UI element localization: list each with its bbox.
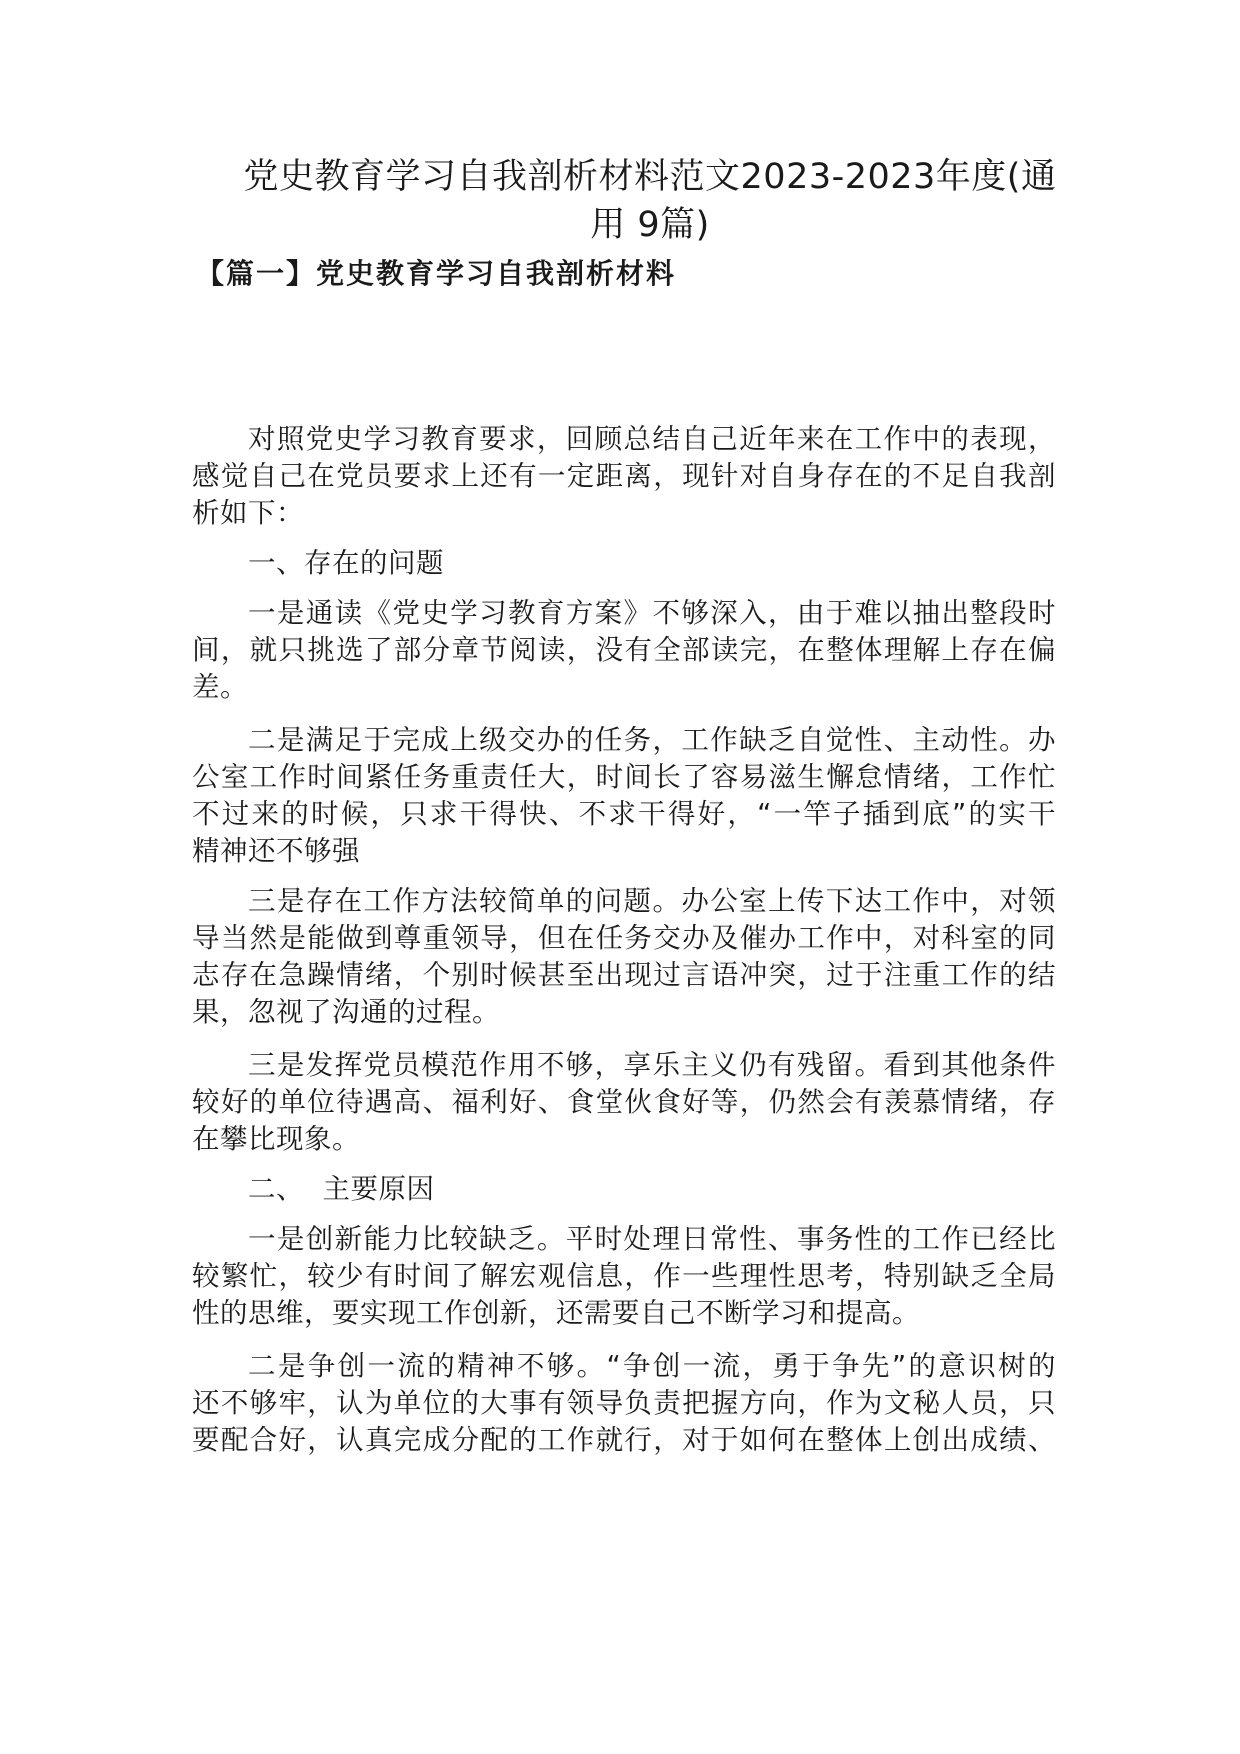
text-line: 析如下： xyxy=(192,497,304,529)
text-line: 要配合好，认真完成分配的工作就行，对于如何在整体上创出成绩、 xyxy=(192,1424,1056,1456)
text-line: 差。 xyxy=(192,671,248,703)
text-line: 一是创新能力比较缺乏。平时处理日常性、事务性的工作已经比 xyxy=(248,1223,1056,1255)
text-line: 公室工作时间紧任务重责任大，时间长了容易滋生懈怠情绪，工作忙 xyxy=(192,761,1056,793)
subsection-heading: 二、 主要原因 xyxy=(248,1173,435,1205)
text-line: 一是通读《党史学习教育方案》不够深入，由于难以抽出整段时 xyxy=(248,597,1056,629)
paragraph xyxy=(192,1047,1056,1158)
text-line: 志存在急躁情绪，个别时候甚至出现过言语冲突，过于注重工作的结 xyxy=(192,959,1056,991)
text-line: 果，忽视了沟通的过程。 xyxy=(192,996,500,1028)
text-line: 不过来的时候，只求干得快、不求干得好，“一竿子插到底”的实干 xyxy=(192,798,1056,830)
paragraph xyxy=(192,1348,1056,1459)
text-line: 精神还不够强 xyxy=(192,835,360,867)
text-line: 对照党史学习教育要求，回顾总结自己近年来在工作中的表现， xyxy=(248,423,1056,455)
subsection-heading: 一、存在的问题 xyxy=(248,547,444,579)
paragraph xyxy=(192,595,1056,706)
text-line: 较好的单位待遇高、福利好、食堂伙食好等，仍然会有羡慕情绪，存 xyxy=(192,1086,1056,1118)
text-line: 导当然是能做到尊重领导，但在任务交办及催办工作中，对科室的同 xyxy=(192,922,1056,954)
paragraph xyxy=(192,421,1056,532)
section-heading: 【篇一】党史教育学习自我剖析材料 xyxy=(196,257,677,290)
title-line: 党史教育学习自我剖析材料范文2023-2023年度(通 xyxy=(243,157,1057,197)
title-line: 用 9篇) xyxy=(590,205,710,245)
text-line: 二是争创一流的精神不够。“争创一流，勇于争先”的意识树的 xyxy=(248,1350,1056,1382)
text-line: 间，就只挑选了部分章节阅读，没有全部读完，在整体理解上存在偏 xyxy=(192,634,1056,666)
text-line: 三是发挥党员模范作用不够，享乐主义仍有残留。看到其他条件 xyxy=(248,1049,1056,1081)
text-line: 感觉自己在党员要求上还有一定距离，现针对自身存在的不足自我剖 xyxy=(192,460,1056,492)
text-line: 三是存在工作方法较简单的问题。办公室上传下达工作中，对领 xyxy=(248,885,1056,917)
text-line: 二是满足于完成上级交办的任务，工作缺乏自觉性、主动性。办 xyxy=(248,724,1056,756)
paragraph xyxy=(192,1221,1056,1332)
text-line: 较繁忙，较少有时间了解宏观信息，作一些理性思考，特别缺乏全局 xyxy=(192,1260,1056,1292)
text-line: 在攀比现象。 xyxy=(192,1123,360,1155)
paragraph xyxy=(192,722,1056,870)
paragraph xyxy=(192,883,1056,1031)
document-body xyxy=(192,421,1056,1459)
text-line: 还不够牢，认为单位的大事有领导负责把握方向，作为文秘人员，只 xyxy=(192,1387,1056,1419)
text-line: 性的思维，要实现工作创新，还需要自己不断学习和提高。 xyxy=(192,1297,920,1329)
document-title xyxy=(240,153,1060,249)
